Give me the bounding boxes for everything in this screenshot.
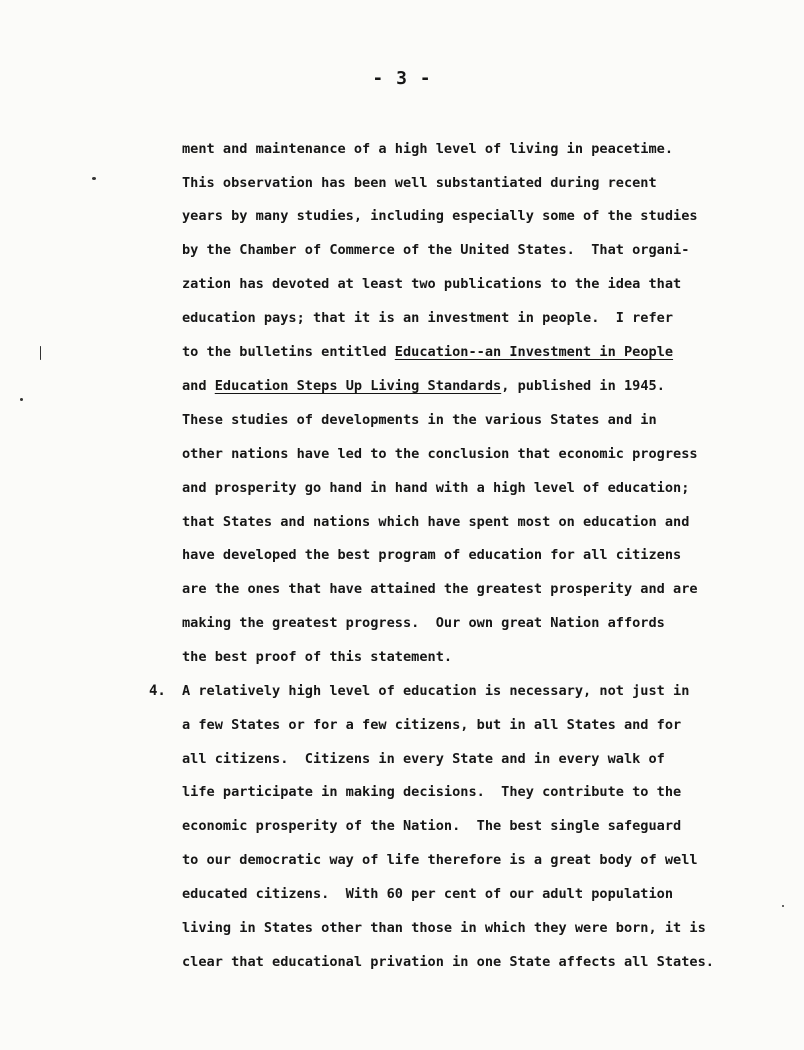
scan-speck — [40, 346, 41, 360]
text-line: the best proof of this statement. — [182, 649, 453, 665]
text-span: to the bulletins entitled — [182, 344, 395, 360]
scan-speck — [20, 398, 23, 401]
text-line: a few States or for a few citizens, but in all States and for — [182, 717, 682, 733]
text-line: and prosperity go hand in hand with a high level of education; — [182, 480, 690, 496]
text-span: , published in 1945. — [501, 378, 665, 394]
text-line: economic prosperity of the Nation. The best single safeguard — [182, 818, 682, 834]
text-line: ment and maintenance of a high level of living in peacetime. — [182, 141, 674, 157]
text-line: making the greatest progress. Our own great Nation affords — [182, 615, 665, 631]
text-line-with-title — [182, 343, 673, 361]
text-line: all citizens. Citizens in every State and in every walk of — [182, 751, 665, 767]
text-line: living in States other than those in which they were born, it is — [182, 920, 706, 936]
scan-speck — [782, 905, 784, 907]
item-number: 4. — [149, 683, 166, 699]
text-line: are the ones that have attained the greatest prosperity and are — [182, 581, 698, 597]
text-line: that States and nations which have spent most on education and — [182, 514, 690, 530]
bulletin-title-1: Education--an Investment in People — [394, 344, 674, 360]
text-line: other nations have led to the conclusion that economic progress — [182, 446, 698, 462]
text-line: life participate in making decisions. They contribute to the — [182, 784, 682, 800]
text-span: and — [182, 378, 215, 394]
text-line: A relatively high level of education is necessary, not just in — [182, 683, 690, 699]
text-line: have developed the best program of education for all citizens — [182, 547, 682, 563]
text-line: zation has devoted at least two publications to the idea that — [182, 276, 682, 292]
scan-speck — [92, 177, 96, 180]
text-line: by the Chamber of Commerce of the United States. That organi- — [182, 242, 690, 258]
text-line: clear that educational privation in one State affects all States. — [182, 954, 714, 970]
text-line: to our democratic way of life therefore is a great body of well — [182, 852, 698, 868]
text-line: This observation has been well substantiated during recent — [182, 175, 657, 191]
text-line-with-title — [182, 377, 665, 395]
page-number: - 3 - — [372, 68, 432, 89]
text-line: educated citizens. With 60 per cent of our adult population — [182, 886, 674, 902]
text-line: These studies of developments in the various States and in — [182, 412, 657, 428]
text-line: education pays; that it is an investment in people. I refer — [182, 310, 674, 326]
text-line: years by many studies, including especially some of the studies — [182, 208, 698, 224]
bulletin-title-2: Education Steps Up Living Standards — [214, 378, 502, 394]
